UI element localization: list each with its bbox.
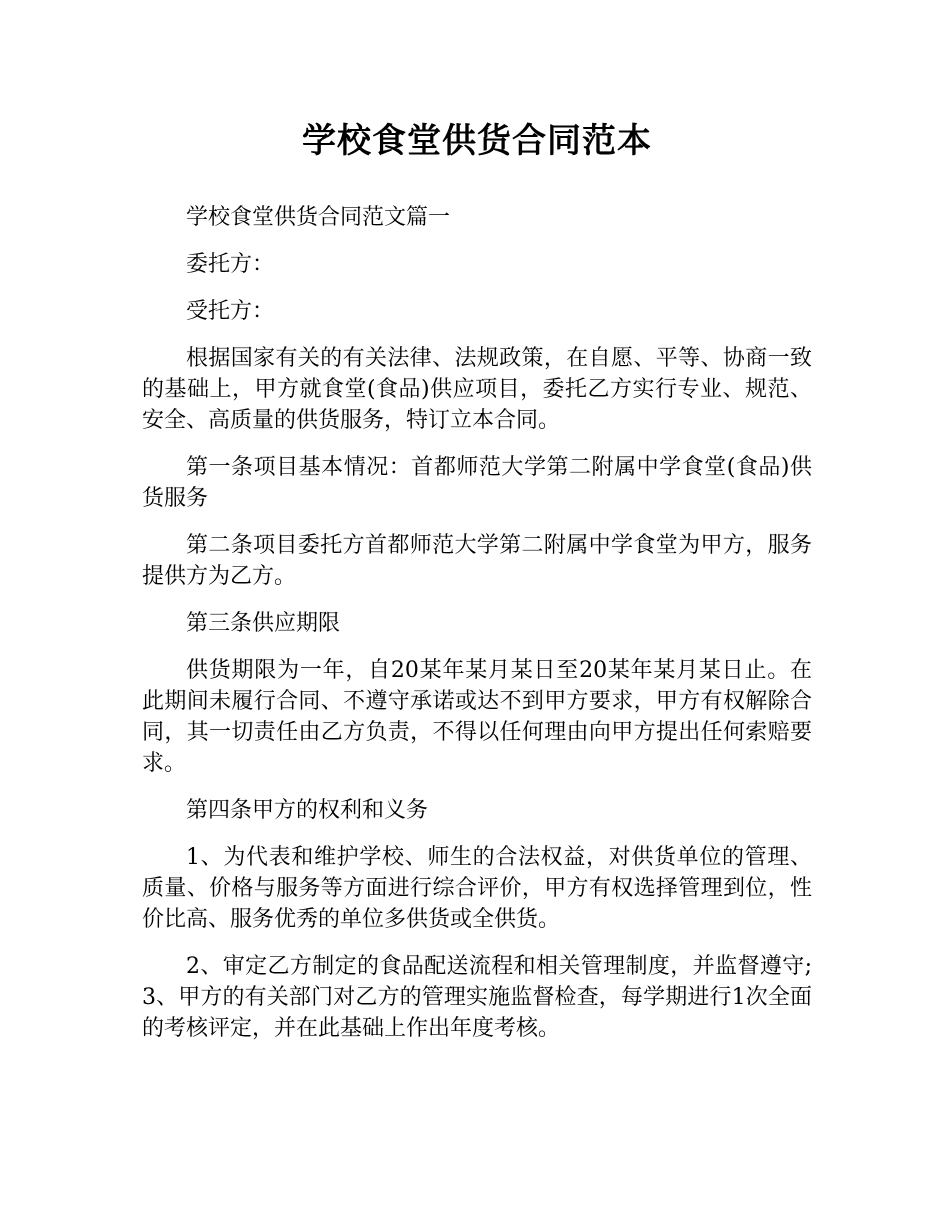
supply-term-paragraph: 供货期限为一年，自20某年某月某日至20某年某月某日止。在此期间未履行合同、不遵守承诺或达不到甲方要求，甲方有权解除合同，其一切责任由乙方负责，不得以任何理由向甲方提出任何索赔要求。 (142, 658, 812, 776)
article-4-heading: 第四条甲方的权利和义务 (186, 798, 429, 823)
clause-2-3: 2、审定乙方制定的食品配送流程和相关管理制度，并监督遵守;3、甲方的有关部门对乙方的管理实施监督检查，每学期进行1次全面的考核评定，并在此基础上作出年度考核。 (142, 954, 812, 1041)
article-2: 第二条项目委托方首都师范大学第二附属中学食堂为甲方，服务提供方为乙方。 (142, 533, 812, 589)
article-3-heading: 第三条供应期限 (186, 611, 341, 636)
principal-party-line: 委托方： (186, 252, 275, 277)
clause-1: 1、为代表和维护学校、师生的合法权益，对供货单位的管理、质量、价格与服务等方面进行综合评价，甲方有权选择管理到位，性价比高、服务优秀的单位多供货或全供货。 (142, 845, 812, 932)
document-title: 学校食堂供货合同范本 (302, 121, 652, 161)
article-1: 第一条项目基本情况：首都师范大学第二附属中学食堂(食品)供货服务 (142, 455, 812, 511)
section-heading: 学校食堂供货合同范文篇一 (186, 205, 451, 230)
agent-party-line: 受托方： (186, 299, 275, 324)
preamble-paragraph: 根据国家有关的有关法律、法规政策，在自愿、平等、协商一致的基础上，甲方就食堂(食品)供应项目，委托乙方实行专业、规范、安全、高质量的供货服务，特订立本合同。 (142, 346, 812, 433)
